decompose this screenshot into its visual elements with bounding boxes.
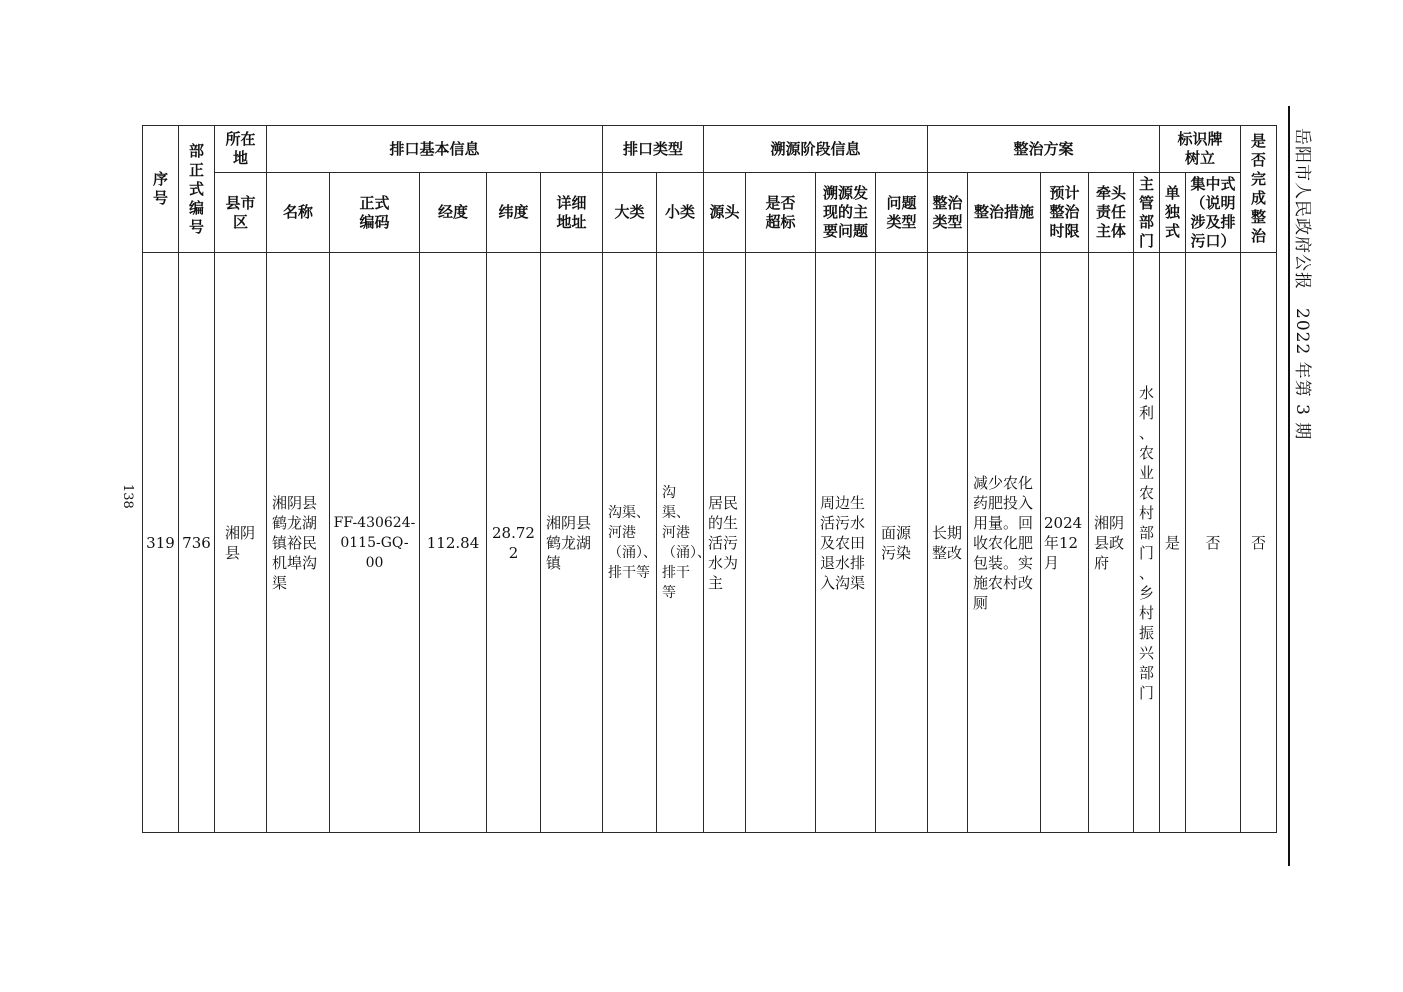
cell-completed <box>1240 252 1277 833</box>
cell-longitude <box>419 252 487 833</box>
cell-issue-type-value: 面源污染 <box>881 523 912 562</box>
group-header-outlet-type-label: 排口类型 <box>622 139 683 158</box>
header-single <box>1159 172 1186 253</box>
cell-seq-value: 319 <box>146 533 175 552</box>
cell-measures-value: 减少农化药肥投入用量。回收农化肥包装。实施农村改厕 <box>973 473 1034 612</box>
group-header-signboard <box>1159 125 1241 173</box>
header-longitude-label: 经度 <box>437 203 468 221</box>
group-header-signboard-label: 标识牌树立 <box>1177 130 1223 167</box>
header-address <box>540 172 603 253</box>
cell-single-value: 是 <box>1164 533 1180 552</box>
cell-formal-code-value: FF-430624-0115-GQ-00 <box>333 514 416 571</box>
group-header-outlet-basic-info-label: 排口基本信息 <box>389 139 480 158</box>
cell-issue-type <box>875 252 928 833</box>
header-measures <box>967 172 1041 253</box>
header-deadline <box>1040 172 1089 253</box>
header-formal-code-label: 正式编码 <box>359 193 390 231</box>
header-lead-entity-label: 牵头责任主体 <box>1095 184 1126 240</box>
cell-source <box>703 252 746 833</box>
cell-name-value: 湘阴县鹤龙湖镇裕民机埠沟渠 <box>272 493 318 592</box>
page-number: 138 <box>120 484 135 509</box>
cell-latitude-value: 28.722 <box>492 523 535 562</box>
header-latitude-label: 纬度 <box>498 203 529 221</box>
header-latitude <box>486 172 541 253</box>
header-address-label: 详细地址 <box>556 193 587 231</box>
cell-measures <box>967 252 1041 833</box>
cell-lead-entity-value: 湘阴县政府 <box>1094 513 1125 572</box>
cell-seq <box>142 252 179 833</box>
header-remediation-type <box>927 172 968 253</box>
cell-county <box>214 252 267 833</box>
header-major-class <box>602 172 657 253</box>
header-formal-code <box>329 172 420 253</box>
cell-source-value: 居民的生活污水为主 <box>708 493 739 592</box>
header-name <box>266 172 330 253</box>
cell-centralized <box>1185 252 1241 833</box>
cell-dept-value: 水利、农业农村部门、乡村振兴部门 <box>1138 383 1154 702</box>
group-header-tracing-info-label: 溯源阶段信息 <box>770 139 861 158</box>
group-header-remediation-plan <box>927 125 1160 173</box>
header-main-issue <box>815 172 876 253</box>
header-centralized-label: 集中式（说明涉及排污口） <box>1190 174 1236 250</box>
header-dept <box>1133 172 1160 253</box>
cell-major-class-value: 沟渠、河港（涌）、排干等 <box>608 504 657 581</box>
group-header-remediation-plan-label: 整治方案 <box>1013 139 1074 158</box>
header-seq-label: 序号 <box>152 170 168 207</box>
header-ministry-code <box>178 125 215 253</box>
header-major-class-label: 大类 <box>614 203 645 221</box>
group-header-outlet-type <box>602 125 704 173</box>
header-exceeds-label: 是否超标 <box>765 193 796 231</box>
header-completed-label: 是否完成整治 <box>1250 132 1266 245</box>
cell-ministry-code-value: 736 <box>182 533 211 552</box>
group-header-location-label: 所在地 <box>225 130 256 167</box>
header-county <box>214 172 267 253</box>
header-completed <box>1240 125 1277 253</box>
cell-remediation-type-value: 长期整改 <box>932 523 963 562</box>
header-issue-type-label: 问题类型 <box>886 193 917 231</box>
cell-formal-code <box>329 252 420 833</box>
header-source-label: 源头 <box>709 203 740 221</box>
group-header-location <box>214 125 267 173</box>
group-header-tracing-info <box>703 125 928 173</box>
group-header-outlet-basic-info <box>266 125 603 173</box>
header-main-issue-label: 溯源发现的主要问题 <box>822 184 868 240</box>
cell-deadline <box>1040 252 1089 833</box>
cell-name <box>266 252 330 833</box>
cell-address <box>540 252 603 833</box>
cell-county-value: 湘阴县 <box>225 523 256 562</box>
cell-remediation-type <box>927 252 968 833</box>
cell-ministry-code <box>178 252 215 833</box>
cell-address-value: 湘阴县鹤龙湖镇 <box>546 513 592 572</box>
cell-single <box>1159 252 1186 833</box>
header-lead-entity <box>1088 172 1134 253</box>
cell-exceeds <box>745 252 816 833</box>
header-ministry-code-label: 部正式编号 <box>188 141 204 236</box>
header-minor-class <box>656 172 704 253</box>
cell-main-issue <box>815 252 876 833</box>
header-deadline-label: 预计整治时限 <box>1049 184 1080 240</box>
cell-minor-class <box>656 252 711 833</box>
header-remediation-type-label: 整治类型 <box>932 193 963 231</box>
cell-minor-class-value: 沟渠、河港（涌）、排干等 <box>662 484 711 601</box>
header-single-label: 单独式 <box>1164 184 1180 240</box>
cell-centralized-value: 否 <box>1205 533 1221 552</box>
cell-longitude-value: 112.84 <box>426 533 480 552</box>
header-name-label: 名称 <box>282 203 313 221</box>
publication-rule <box>1288 106 1290 866</box>
header-dept-label: 主管部门 <box>1138 174 1154 250</box>
header-source <box>703 172 746 253</box>
cell-lead-entity <box>1088 252 1134 833</box>
header-seq <box>142 125 179 253</box>
cell-major-class <box>602 252 657 833</box>
header-measures-label: 整治措施 <box>973 203 1034 221</box>
header-county-label: 县市区 <box>225 193 256 231</box>
header-issue-type <box>875 172 928 253</box>
header-minor-class-label: 小类 <box>664 203 695 221</box>
cell-dept <box>1133 252 1160 833</box>
cell-main-issue-value: 周边生活污水及农田退水排入沟渠 <box>820 493 866 592</box>
header-longitude <box>419 172 487 253</box>
publication-title: 岳阳市人民政府公报 2022 年第 3 期 <box>1292 128 1312 441</box>
header-centralized <box>1185 172 1241 253</box>
header-exceeds <box>745 172 816 253</box>
cell-completed-value: 否 <box>1250 533 1266 552</box>
cell-latitude <box>486 252 541 833</box>
cell-deadline-value: 2024年12月 <box>1044 513 1083 572</box>
